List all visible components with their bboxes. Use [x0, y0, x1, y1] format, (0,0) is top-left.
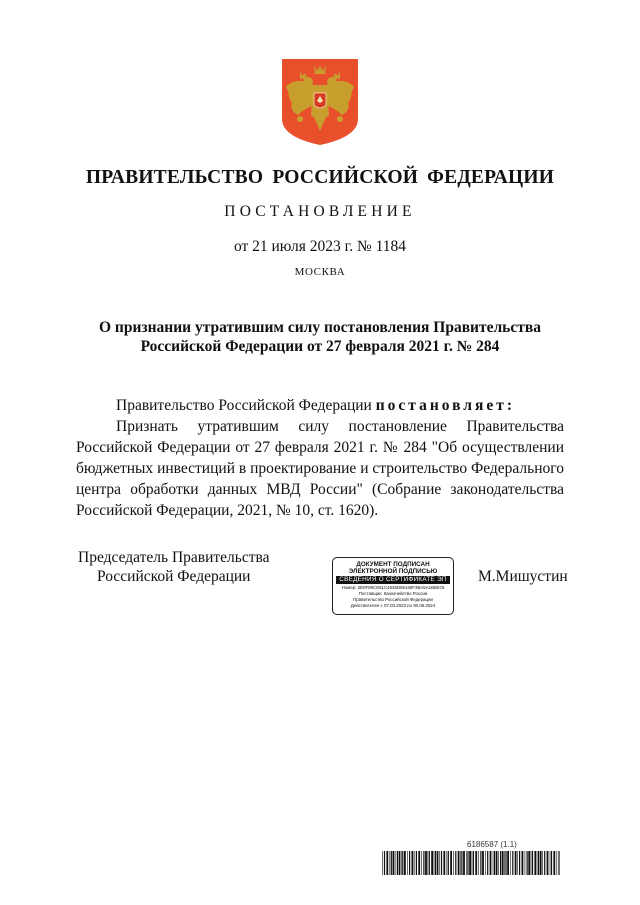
barcode-bar [498, 851, 499, 875]
barcode-bar [421, 851, 422, 875]
barcode-bar [461, 851, 462, 875]
barcode-bar [423, 851, 424, 875]
barcode-bar [460, 851, 461, 875]
barcode-bar [544, 851, 545, 875]
signatory-name: М.Мишустин [478, 568, 568, 585]
barcode-bar [428, 851, 429, 875]
government-title: ПРАВИТЕЛЬСТВО РОССИЙСКОЙ ФЕДЕРАЦИИ [85, 167, 555, 188]
barcode-bar [528, 851, 530, 875]
barcode-bar [429, 851, 430, 875]
barcode-bar [463, 851, 465, 875]
barcode-bar [531, 851, 532, 875]
barcode-label: 6186587 (1.1) [467, 840, 517, 849]
barcode-bar [409, 851, 410, 875]
barcode-bar [519, 851, 520, 875]
barcode-bar [510, 851, 511, 875]
barcode-bar [487, 851, 488, 875]
barcode-bar [382, 851, 383, 875]
decree-paragraph: Признать утратившим силу постановление Правительства Российской Федерации от 27 февраля 2021 г. № 284 "Об осуществлении бюджетных инвестиций в проектирование и строительство Федерального центра обработки данных МВД России" (Собрание законодательства Российской Федерации, 2021, № 10, ст. 1620). [76, 418, 564, 519]
barcode-bar [397, 851, 398, 875]
stamp-certificate-bar: СВЕДЕНИЯ О СЕРТИФИКАТЕ ЭП [336, 576, 450, 584]
barcode-bar [485, 851, 486, 875]
barcode-bar [557, 851, 558, 875]
barcode-bar [550, 851, 551, 875]
document-type: ПОСТАНОВЛЕНИЕ [224, 203, 416, 220]
barcode-bar [467, 851, 468, 875]
barcode-bar [534, 851, 536, 875]
barcode-bar [473, 851, 474, 875]
barcode-bar [437, 851, 439, 875]
barcode-bar [504, 851, 505, 875]
barcode-bar [384, 851, 385, 875]
stamp-number: Номер: 2E0F99CE51C4645D86169F3BA5A1BB676 [341, 585, 445, 590]
barcode-bar [478, 851, 479, 875]
barcode-bar [472, 851, 473, 875]
document-subject [60, 318, 580, 356]
barcode-bar [490, 851, 492, 875]
barcode-bar [390, 851, 391, 875]
barcode-bar [512, 851, 513, 875]
barcode-bar [493, 851, 494, 875]
barcode-bar [412, 851, 414, 875]
barcode-bar [450, 851, 452, 875]
barcode-bar [431, 851, 433, 875]
barcode-bar [466, 851, 467, 875]
decree-intro [76, 395, 564, 416]
barcode-bar [402, 851, 403, 875]
barcode-bar [441, 851, 442, 875]
coat-of-arms-icon [280, 57, 360, 147]
stamp-issuer-line-1: Поставщик: Казначейство России [358, 591, 428, 596]
barcode-bar [407, 851, 408, 875]
barcode-bar [515, 851, 517, 875]
barcode-bar [537, 851, 538, 875]
document-date-number: от 21 июля 2023 г. № 1184 [233, 238, 407, 255]
barcode-icon [382, 851, 562, 875]
barcode-bar [414, 851, 415, 875]
decree-word: постановляет: [375, 397, 516, 414]
signatory-position [78, 548, 270, 586]
barcode-bar [547, 851, 549, 875]
barcode-bar [527, 851, 528, 875]
barcode-bar [507, 851, 509, 875]
barcode-bar [399, 851, 401, 875]
document-body [76, 395, 564, 521]
subject-line-2: Российской Федерации от 27 февраля 2021 г. № 284 [140, 338, 500, 355]
barcode-bar [434, 851, 435, 875]
barcode-bar [447, 851, 448, 875]
barcode-bar [391, 851, 392, 875]
signatory-position-line-2: Российской Федерации [97, 568, 251, 585]
barcode-bar [542, 851, 543, 875]
barcode-bar [522, 851, 524, 875]
stamp-line-1: ДОКУМЕНТ ПОДПИСАН [356, 561, 430, 568]
barcode-bar [404, 851, 406, 875]
barcode-bar [517, 851, 518, 875]
barcode-bar [435, 851, 436, 875]
barcode-bar [475, 851, 477, 875]
stamp-validity: Действителен с 07.03.2023 по 30.05.2024 [350, 603, 436, 608]
barcode-bar [401, 851, 402, 875]
barcode-bar [551, 851, 552, 875]
barcode-bar [502, 851, 504, 875]
barcode-bar [496, 851, 498, 875]
barcode-bar [525, 851, 526, 875]
barcode-bar [443, 851, 445, 875]
barcode-bar [540, 851, 542, 875]
barcode-bar [439, 851, 440, 875]
barcode-bar [425, 851, 427, 875]
barcode-bar [558, 851, 559, 875]
barcode-bar [395, 851, 396, 875]
barcode-bar [538, 851, 539, 875]
barcode-bar [393, 851, 395, 875]
document-city: МОСКВА [294, 266, 346, 278]
barcode-bar [453, 851, 454, 875]
barcode-bar [386, 851, 388, 875]
barcode-bar [482, 851, 484, 875]
stamp-issuer-line-2: Правительство Российской Федерации [353, 597, 433, 602]
subject-line-1: О признании утратившим силу постановления Правительства [98, 319, 541, 336]
barcode-bar [532, 851, 533, 875]
barcode-bar [480, 851, 481, 875]
barcode-bar [500, 851, 501, 875]
barcode-bar [469, 851, 471, 875]
decree-intro-text: Правительство Российской Федерации [116, 397, 376, 414]
barcode-bar [505, 851, 506, 875]
signatory-position-line-1: Председатель Правительства [78, 549, 270, 566]
barcode-bar [553, 851, 555, 875]
barcode-bar [455, 851, 456, 875]
barcode-bar [416, 851, 417, 875]
barcode-bar [494, 851, 495, 875]
barcode-bar [448, 851, 449, 875]
barcode-bar [418, 851, 420, 875]
stamp-line-2: ЭЛЕКТРОННОЙ ПОДПИСЬЮ [348, 568, 438, 575]
barcode-bar [458, 851, 460, 875]
electronic-signature-stamp [332, 557, 454, 615]
